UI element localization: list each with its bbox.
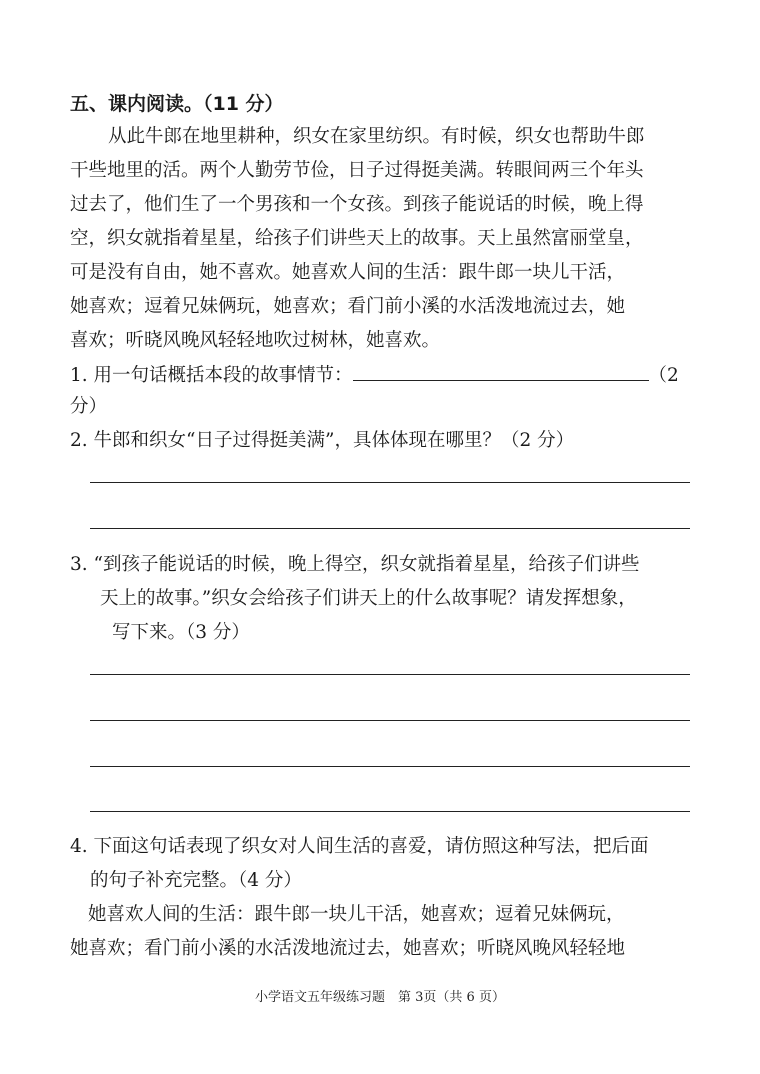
question-2-text: 2. 牛郎和织女“日子过得挺美满”，具体体现在哪里？（2 分） bbox=[70, 430, 575, 451]
answer-line[interactable] bbox=[90, 811, 690, 812]
passage-line: 过去了，他们生了一个男孩和一个女孩。到孩子能说话的时候，晚上得 bbox=[70, 194, 644, 215]
section-title: 五、课内阅读。（11 分） bbox=[70, 93, 284, 115]
page-footer: 小学语文五年级练习题 第 3页（共 6 页） bbox=[255, 990, 505, 1005]
question-1-score: （2 bbox=[648, 365, 679, 386]
passage-line: 喜欢；听晓风晚风轻轻地吹过树林，她喜欢。 bbox=[70, 330, 441, 351]
question-4-example: 她喜欢；看门前小溪的水活泼地流过去，她喜欢；听晓风晚风轻轻地 bbox=[70, 938, 626, 959]
answer-line[interactable] bbox=[90, 528, 690, 529]
passage-line: 可是没有自由，她不喜欢。她喜欢人间的生活：跟牛郎一块儿干活， bbox=[70, 262, 626, 283]
question-1-text: 1. 用一句话概括本段的故事情节： bbox=[70, 365, 353, 386]
question-3-line: 写下来。（3 分） bbox=[112, 622, 250, 643]
answer-line[interactable] bbox=[90, 766, 690, 767]
question-4-example: 她喜欢人间的生活：跟牛郎一块儿干活，她喜欢；逗着兄妹俩玩， bbox=[88, 904, 625, 925]
question-4-line: 的句子补充完整。（4 分） bbox=[90, 870, 302, 891]
answer-line[interactable] bbox=[90, 720, 690, 721]
passage-line: 空，织女就指着星星，给孩子们讲些天上的故事。天上虽然富丽堂皇， bbox=[70, 228, 644, 249]
question-3-line: 天上的故事。”织女会给孩子们讲天上的什么故事呢？请发挥想象， bbox=[100, 588, 637, 609]
passage-line: 她喜欢；逗着兄妹俩玩，她喜欢；看门前小溪的水活泼地流过去，她 bbox=[70, 296, 626, 317]
question-1-score-cont: 分） bbox=[70, 396, 108, 417]
question-3-line: 3. “到孩子能说话的时候，晚上得空，织女就指着星星，给孩子们讲些 bbox=[70, 554, 640, 575]
question-1-blank[interactable] bbox=[353, 362, 649, 381]
passage-line: 从此牛郎在地里耕种，织女在家里纺织。有时候，织女也帮助牛郎 bbox=[108, 126, 645, 147]
answer-line[interactable] bbox=[90, 674, 690, 675]
passage-line: 干些地里的活。两个人勤劳节俭，日子过得挺美满。转眼间两三个年头 bbox=[70, 160, 644, 181]
question-4-line: 4. 下面这句话表现了织女对人间生活的喜爱，请仿照这种写法，把后面 bbox=[70, 836, 649, 857]
answer-line[interactable] bbox=[90, 482, 690, 483]
